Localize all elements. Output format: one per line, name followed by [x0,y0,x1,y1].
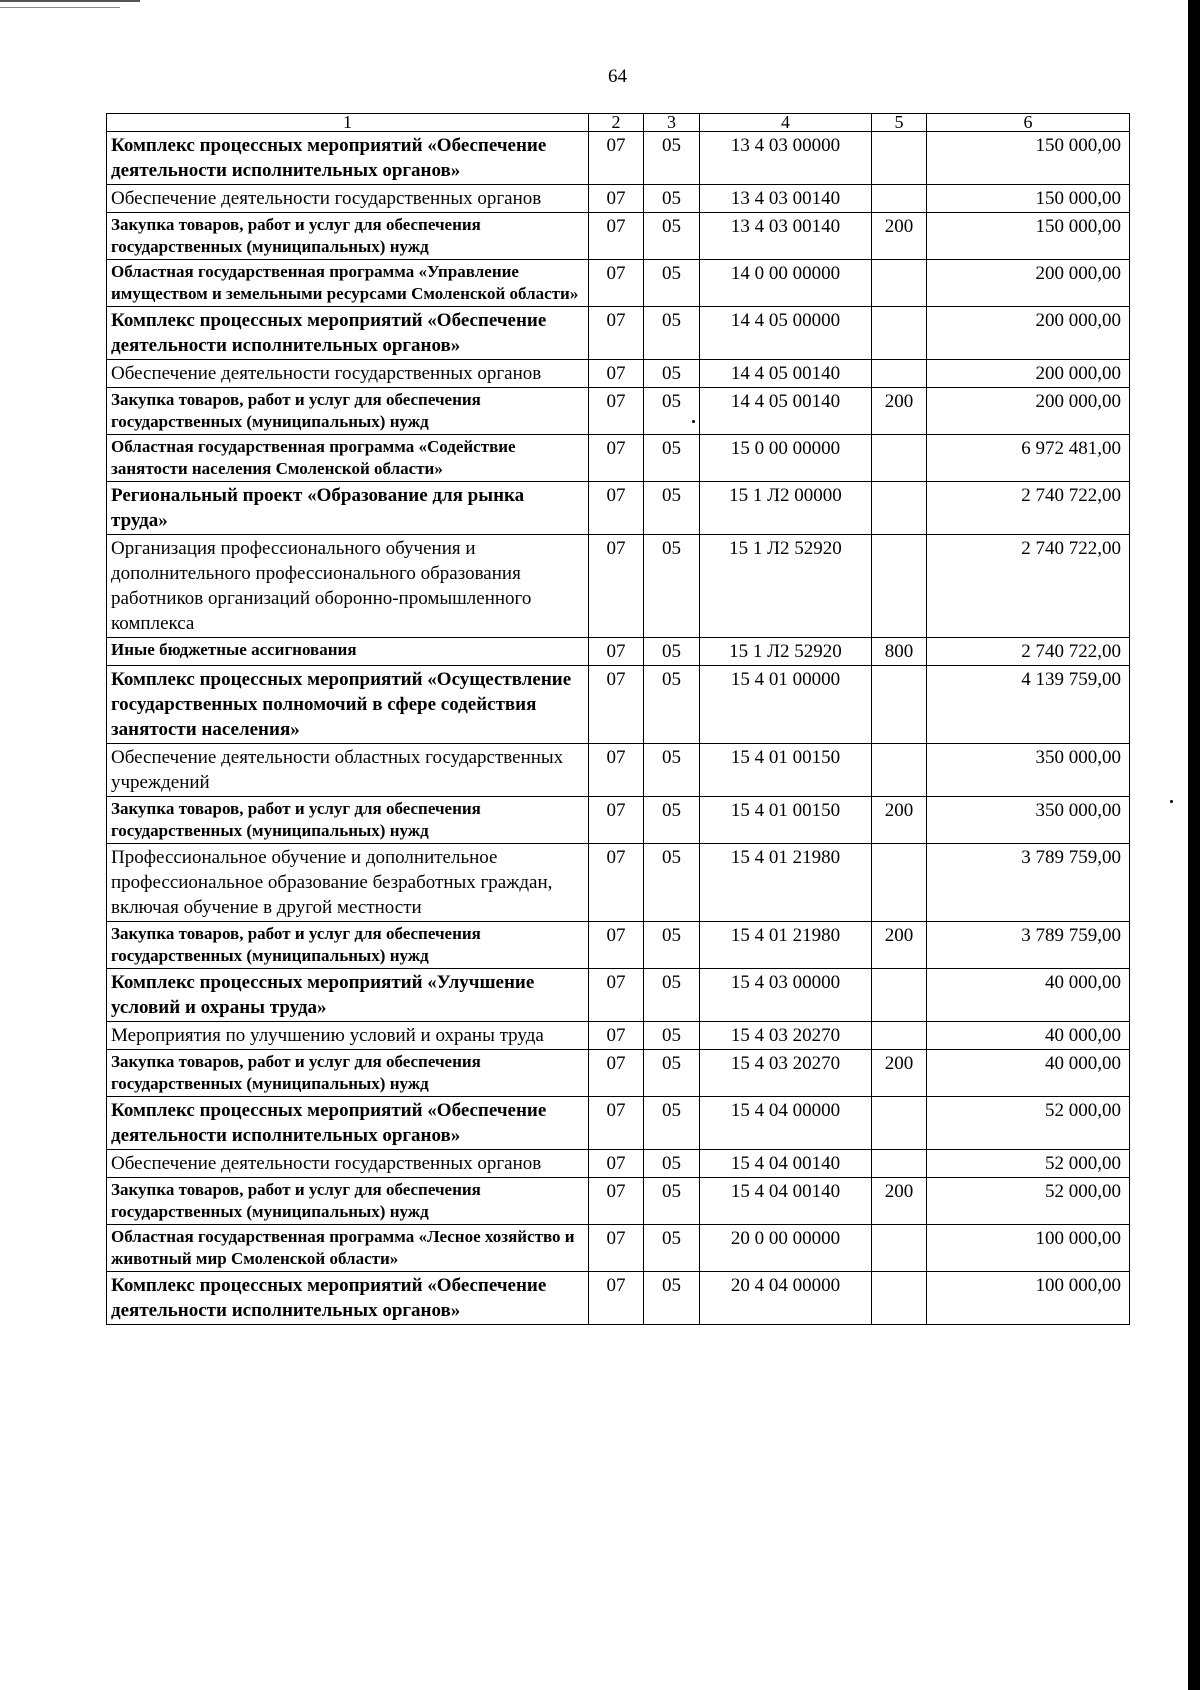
table-row [107,969,1130,1022]
section-code-cell: 07 [589,1022,644,1050]
expense-type-cell [872,482,927,535]
amount-cell: 40 000,00 [927,1022,1130,1050]
amount-cell: 100 000,00 [927,1272,1130,1325]
amount-cell: 6 972 481,00 [927,435,1130,482]
amount-cell: 52 000,00 [927,1150,1130,1178]
row-name-cell: Закупка товаров, работ и услуг для обеспечения государственных (муниципальных) нужд [107,388,589,435]
table-row [107,260,1130,307]
row-name-cell: Организация профессионального обучения и дополнительного профессионального образования работников организаций оборонно-промышленного комплекса [107,535,589,638]
subsection-code-cell: 05 [644,482,700,535]
subsection-code-cell: 05 [644,922,700,969]
row-name-cell: Обеспечение деятельности областных государственных учреждений [107,744,589,797]
table-row [107,1097,1130,1150]
amount-cell: 40 000,00 [927,1050,1130,1097]
row-name-cell: Обеспечение деятельности государственных органов [107,1150,589,1178]
target-article-cell: 15 4 01 21980 [700,844,872,922]
target-article-cell: 15 1 Л2 00000 [700,482,872,535]
subsection-code-cell: 05 [644,797,700,844]
expense-type-cell [872,132,927,185]
amount-cell: 150 000,00 [927,213,1130,260]
row-name-cell: Обеспечение деятельности государственных органов [107,185,589,213]
subsection-code-cell: 05 [644,360,700,388]
column-header: 4 [700,114,872,132]
section-code-cell: 07 [589,435,644,482]
subsection-code-cell: 05 [644,969,700,1022]
expense-type-cell [872,260,927,307]
amount-cell: 150 000,00 [927,185,1130,213]
table-row [107,744,1130,797]
section-code-cell: 07 [589,132,644,185]
expense-type-cell [872,1097,927,1150]
table-row [107,1272,1130,1325]
target-article-cell: 15 4 04 00140 [700,1150,872,1178]
amount-cell: 2 740 722,00 [927,482,1130,535]
target-article-cell: 15 4 01 00150 [700,744,872,797]
table-row [107,435,1130,482]
section-code-cell: 07 [589,969,644,1022]
row-name-cell: Комплекс процессных мероприятий «Улучшение условий и охраны труда» [107,969,589,1022]
target-article-cell: 15 4 03 20270 [700,1050,872,1097]
subsection-code-cell: 05 [644,1225,700,1272]
expense-type-cell [872,535,927,638]
expense-type-cell [872,666,927,744]
table-row [107,666,1130,744]
amount-cell: 3 789 759,00 [927,844,1130,922]
target-article-cell: 14 4 05 00140 [700,388,872,435]
target-article-cell: 15 0 00 00000 [700,435,872,482]
row-name-cell: Областная государственная программа «Лесное хозяйство и животный мир Смоленской области» [107,1225,589,1272]
table-row [107,132,1130,185]
scan-edge-mark [0,0,140,7]
row-name-cell: Закупка товаров, работ и услуг для обеспечения государственных (муниципальных) нужд [107,922,589,969]
table-row [107,213,1130,260]
section-code-cell: 07 [589,213,644,260]
subsection-code-cell: 05 [644,185,700,213]
target-article-cell: 15 4 03 20270 [700,1022,872,1050]
expense-type-cell [872,1150,927,1178]
row-name-cell: Комплекс процессных мероприятий «Обеспечение деятельности исполнительных органов» [107,132,589,185]
amount-cell: 3 789 759,00 [927,922,1130,969]
target-article-cell: 13 4 03 00140 [700,213,872,260]
amount-cell: 2 740 722,00 [927,638,1130,666]
amount-cell: 40 000,00 [927,969,1130,1022]
row-name-cell: Комплекс процессных мероприятий «Обеспечение деятельности исполнительных органов» [107,1272,589,1325]
row-name-cell: Закупка товаров, работ и услуг для обеспечения государственных (муниципальных) нужд [107,797,589,844]
section-code-cell: 07 [589,844,644,922]
expense-type-cell [872,969,927,1022]
section-code-cell: 07 [589,482,644,535]
column-header: 3 [644,114,700,132]
section-code-cell: 07 [589,1150,644,1178]
target-article-cell: 14 0 00 00000 [700,260,872,307]
table-row [107,360,1130,388]
table-row [107,1225,1130,1272]
section-code-cell: 07 [589,260,644,307]
amount-cell: 2 740 722,00 [927,535,1130,638]
section-code-cell: 07 [589,922,644,969]
target-article-cell: 15 4 01 00150 [700,797,872,844]
scan-edge-shadow [1188,0,1200,1690]
section-code-cell: 07 [589,1178,644,1225]
row-name-cell: Областная государственная программа «Содействие занятости населения Смоленской области» [107,435,589,482]
row-name-cell: Закупка товаров, работ и услуг для обеспечения государственных (муниципальных) нужд [107,213,589,260]
section-code-cell: 07 [589,666,644,744]
table-row [107,482,1130,535]
subsection-code-cell: 05 [644,307,700,360]
table-row [107,844,1130,922]
target-article-cell: 15 4 03 00000 [700,969,872,1022]
expense-type-cell: 200 [872,797,927,844]
scan-edge-mark [0,7,120,8]
section-code-cell: 07 [589,744,644,797]
expense-type-cell: 800 [872,638,927,666]
target-article-cell: 15 1 Л2 52920 [700,638,872,666]
subsection-code-cell: 05 [644,535,700,638]
amount-cell: 200 000,00 [927,388,1130,435]
row-name-cell: Региональный проект «Образование для рынка труда» [107,482,589,535]
amount-cell: 200 000,00 [927,260,1130,307]
expense-type-cell: 200 [872,922,927,969]
expense-type-cell [872,185,927,213]
subsection-code-cell: 05 [644,744,700,797]
expense-type-cell [872,1272,927,1325]
amount-cell: 52 000,00 [927,1178,1130,1225]
table-row [107,1178,1130,1225]
section-code-cell: 07 [589,535,644,638]
expense-type-cell: 200 [872,388,927,435]
subsection-code-cell: 05 [644,638,700,666]
expense-type-cell [872,360,927,388]
amount-cell: 200 000,00 [927,360,1130,388]
expense-type-cell [872,744,927,797]
table-row [107,797,1130,844]
row-name-cell: Профессиональное обучение и дополнительное профессиональное образование безработных граждан, включая обучение в другой местности [107,844,589,922]
amount-cell: 4 139 759,00 [927,666,1130,744]
section-code-cell: 07 [589,185,644,213]
row-name-cell: Комплекс процессных мероприятий «Обеспечение деятельности исполнительных органов» [107,1097,589,1150]
subsection-code-cell: 05 [644,260,700,307]
subsection-code-cell: 05 [644,1097,700,1150]
target-article-cell: 15 4 04 00000 [700,1097,872,1150]
section-code-cell: 07 [589,1097,644,1150]
expense-type-cell: 200 [872,1050,927,1097]
row-name-cell: Закупка товаров, работ и услуг для обеспечения государственных (муниципальных) нужд [107,1178,589,1225]
table-row [107,535,1130,638]
budget-table [106,113,1130,1325]
expense-type-cell: 200 [872,213,927,260]
target-article-cell: 14 4 05 00140 [700,360,872,388]
subsection-code-cell: 05 [644,1178,700,1225]
section-code-cell: 07 [589,307,644,360]
subsection-code-cell: 05 [644,1022,700,1050]
section-code-cell: 07 [589,360,644,388]
section-code-cell: 07 [589,797,644,844]
target-article-cell: 20 0 00 00000 [700,1225,872,1272]
expense-type-cell [872,1225,927,1272]
subsection-code-cell: 05 [644,213,700,260]
table-row [107,1022,1130,1050]
section-code-cell: 07 [589,1225,644,1272]
target-article-cell: 13 4 03 00140 [700,185,872,213]
target-article-cell: 15 1 Л2 52920 [700,535,872,638]
section-code-cell: 07 [589,638,644,666]
subsection-code-cell: 05 [644,388,700,435]
subsection-code-cell: 05 [644,1272,700,1325]
section-code-cell: 07 [589,1272,644,1325]
column-header: 5 [872,114,927,132]
table-row [107,922,1130,969]
expense-type-cell [872,435,927,482]
table-row [107,638,1130,666]
subsection-code-cell: 05 [644,1150,700,1178]
table-row [107,185,1130,213]
expense-type-cell [872,844,927,922]
target-article-cell: 15 4 01 00000 [700,666,872,744]
scan-speck [1170,800,1173,803]
row-name-cell: Иные бюджетные ассигнования [107,638,589,666]
amount-cell: 100 000,00 [927,1225,1130,1272]
subsection-code-cell: 05 [644,132,700,185]
column-header: 1 [107,114,589,132]
amount-cell: 200 000,00 [927,307,1130,360]
target-article-cell: 15 4 04 00140 [700,1178,872,1225]
amount-cell: 52 000,00 [927,1097,1130,1150]
column-header: 6 [927,114,1130,132]
row-name-cell: Областная государственная программа «Управление имуществом и земельными ресурсами Смоленской области» [107,260,589,307]
subsection-code-cell: 05 [644,666,700,744]
target-article-cell: 14 4 05 00000 [700,307,872,360]
expense-type-cell [872,307,927,360]
table-row [107,1050,1130,1097]
subsection-code-cell: 05 [644,435,700,482]
table-row [107,307,1130,360]
column-header-row [107,114,1130,132]
expense-type-cell: 200 [872,1178,927,1225]
row-name-cell: Мероприятия по улучшению условий и охраны труда [107,1022,589,1050]
table-row [107,388,1130,435]
target-article-cell: 15 4 01 21980 [700,922,872,969]
target-article-cell: 20 4 04 00000 [700,1272,872,1325]
amount-cell: 350 000,00 [927,797,1130,844]
page-number: 64 [608,66,627,87]
row-name-cell: Закупка товаров, работ и услуг для обеспечения государственных (муниципальных) нужд [107,1050,589,1097]
expense-type-cell [872,1022,927,1050]
subsection-code-cell: 05 [644,1050,700,1097]
subsection-code-cell: 05 [644,844,700,922]
row-name-cell: Комплекс процессных мероприятий «Обеспечение деятельности исполнительных органов» [107,307,589,360]
target-article-cell: 13 4 03 00000 [700,132,872,185]
row-name-cell: Обеспечение деятельности государственных органов [107,360,589,388]
row-name-cell: Комплекс процессных мероприятий «Осуществление государственных полномочий в сфере содействия занятости населения» [107,666,589,744]
table-row [107,1150,1130,1178]
amount-cell: 150 000,00 [927,132,1130,185]
column-header: 2 [589,114,644,132]
section-code-cell: 07 [589,388,644,435]
amount-cell: 350 000,00 [927,744,1130,797]
section-code-cell: 07 [589,1050,644,1097]
